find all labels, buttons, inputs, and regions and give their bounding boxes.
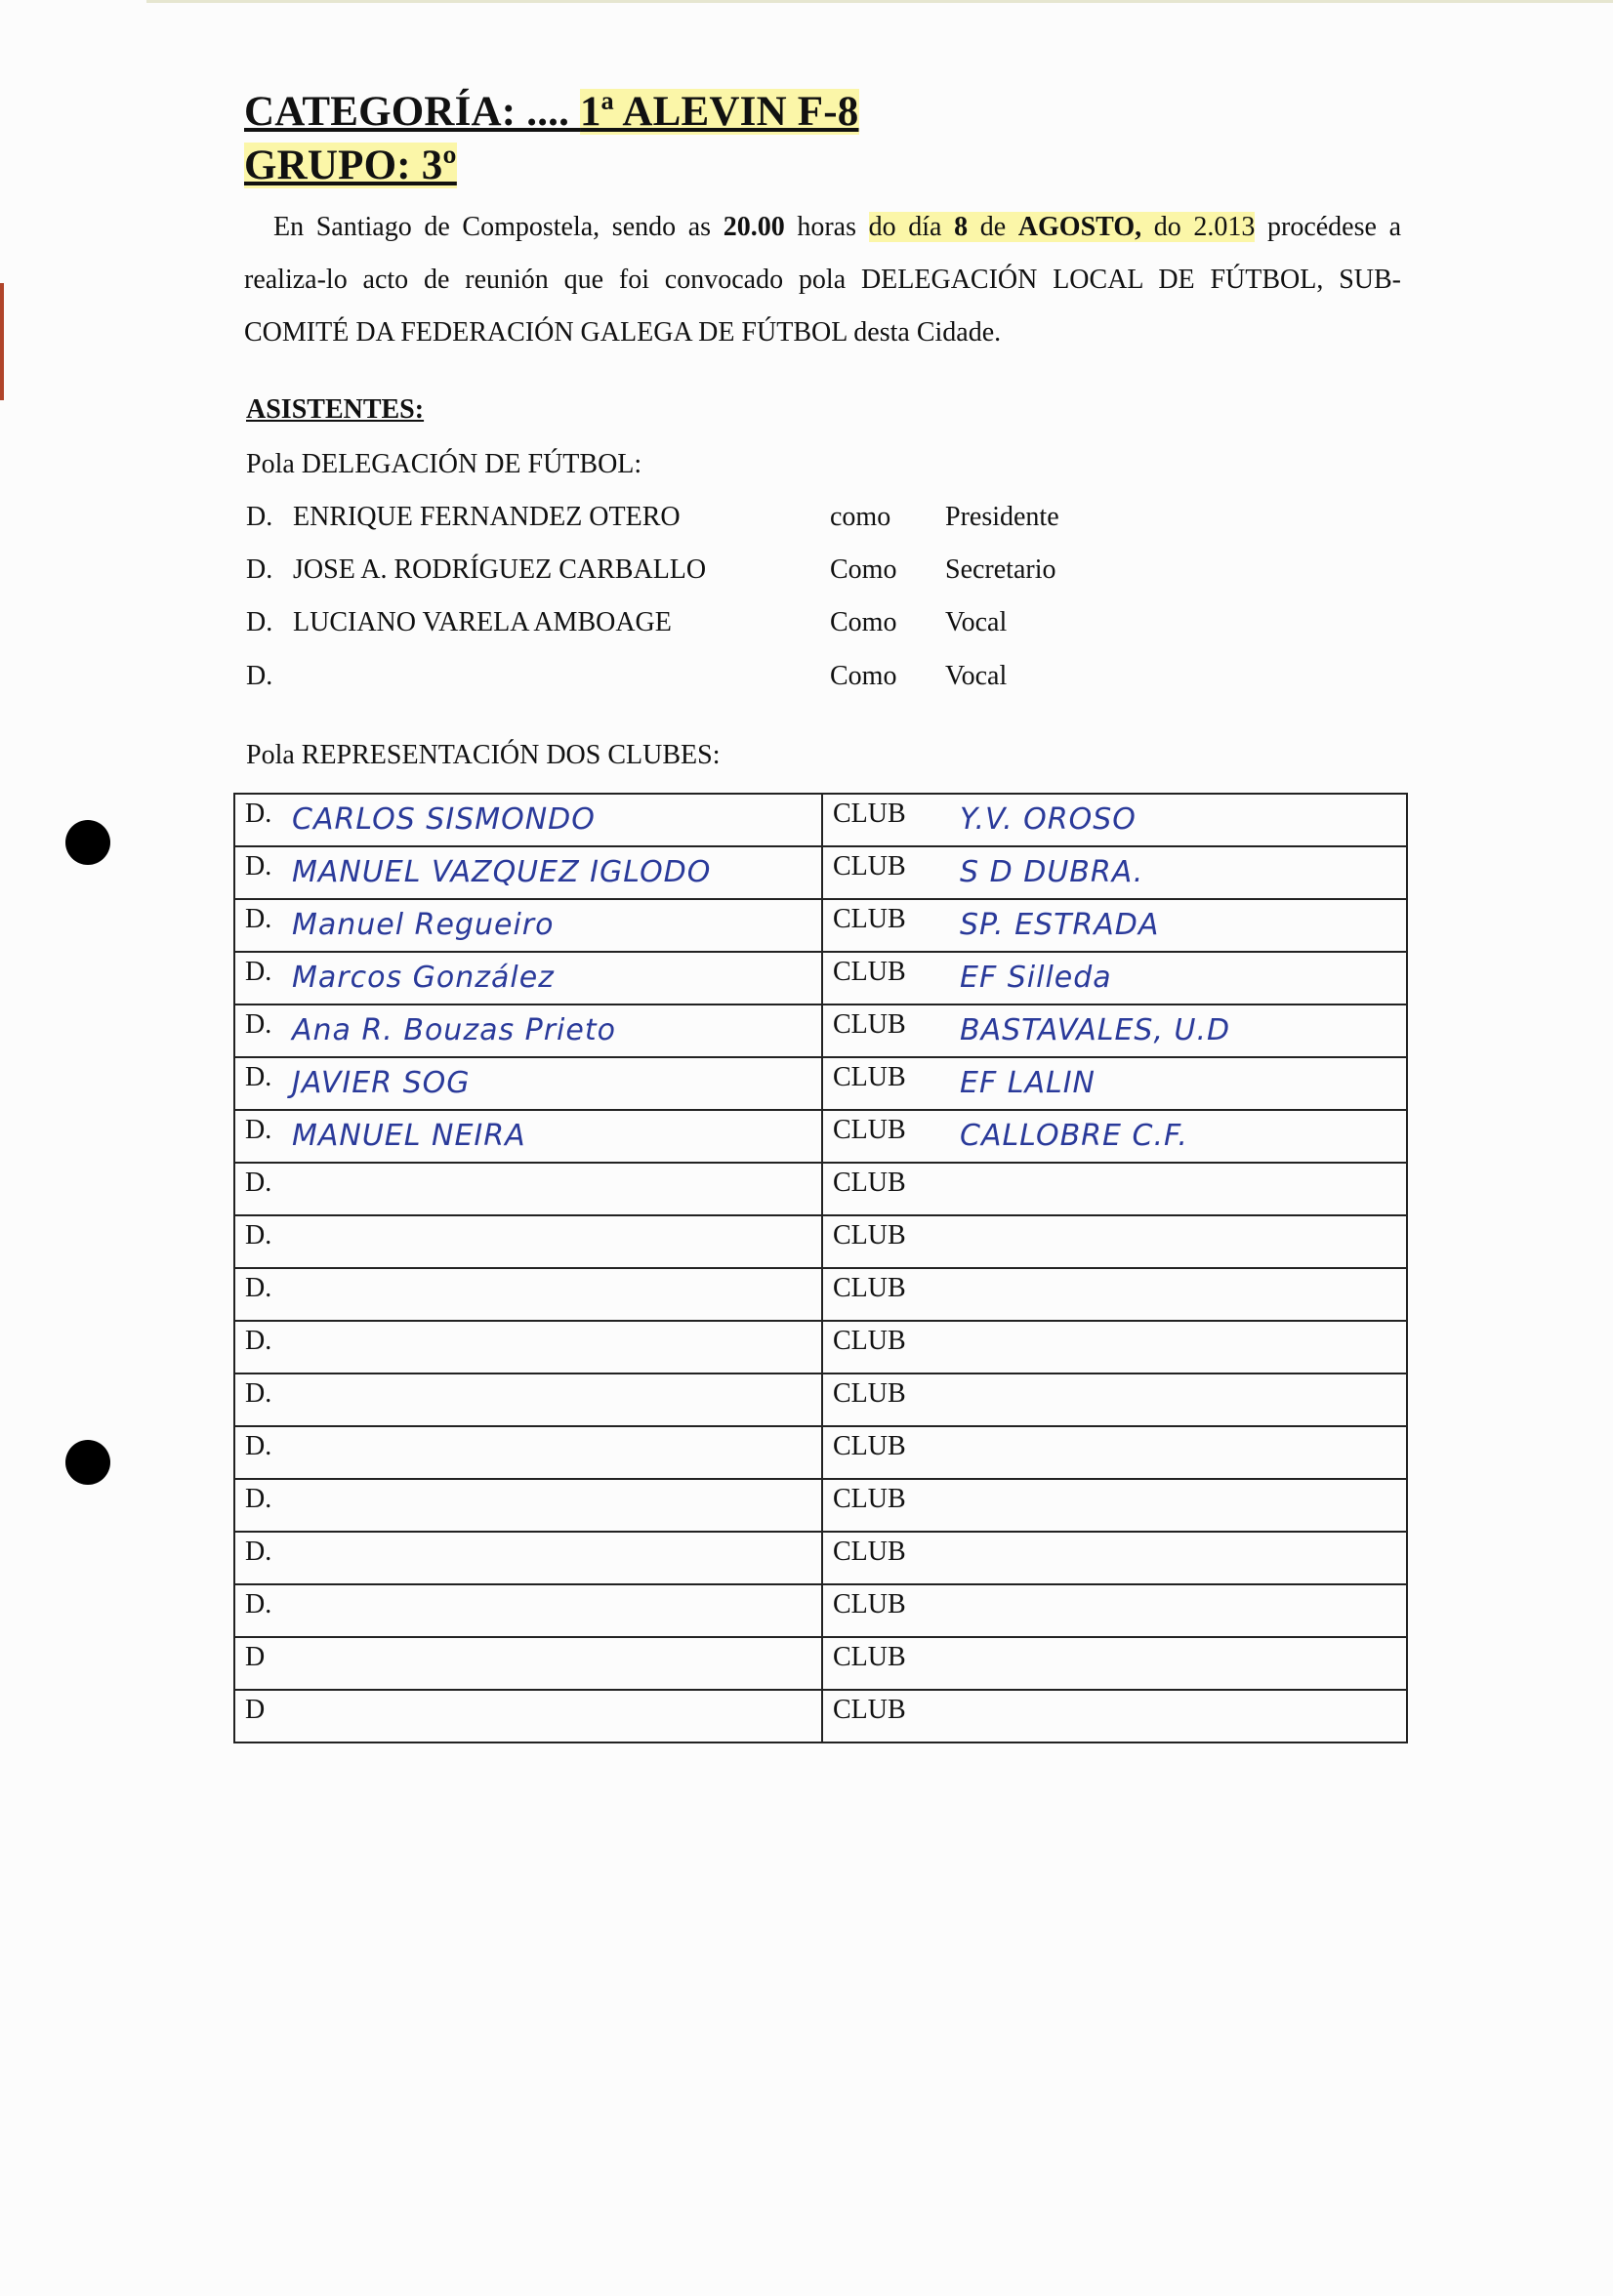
representative-cell [234, 1004, 822, 1057]
club-label: CLUB [833, 904, 906, 934]
representative-cell [234, 1479, 822, 1532]
club-label: CLUB [833, 1326, 906, 1356]
cell-prefix: D [245, 1695, 266, 1725]
club-label: CLUB [833, 957, 906, 987]
table-row [234, 1426, 1407, 1479]
club-label: CLUB [833, 1695, 906, 1725]
handwritten-name: MANUEL NEIRA [292, 1119, 526, 1153]
table-row [234, 1479, 1407, 1532]
representative-cell [234, 846, 822, 899]
handwritten-name: Ana R. Bouzas Prieto [292, 1013, 616, 1047]
club-label: CLUB [833, 851, 906, 882]
table-row [234, 1110, 1407, 1163]
cell-prefix: D. [245, 1484, 272, 1514]
handwritten-club: EF LALIN [960, 1066, 1096, 1100]
handwritten-name: MANUEL VAZQUEZ IGLODO [292, 855, 712, 889]
grupo-heading: GRUPO: 3º [244, 143, 457, 188]
cell-prefix: D [245, 1642, 266, 1672]
cell-prefix: D. [245, 1220, 272, 1250]
club-cell [822, 794, 1407, 846]
representative-cell [234, 1057, 822, 1110]
cell-prefix: D. [245, 1168, 272, 1198]
handwritten-club: BASTAVALES, U.D [960, 1013, 1231, 1047]
representative-cell [234, 1268, 822, 1321]
handwritten-club: CALLOBRE C.F. [960, 1119, 1188, 1153]
representative-cell [234, 794, 822, 846]
handwritten-club: EF Silleda [960, 961, 1112, 995]
handwritten-name: CARLOS SISMONDO [292, 802, 596, 837]
representative-cell [234, 1532, 822, 1584]
table-row [234, 1690, 1407, 1742]
club-cell [822, 1532, 1407, 1584]
cell-prefix: D. [245, 1062, 272, 1092]
club-cell [822, 1110, 1407, 1163]
representative-cell [234, 1690, 822, 1742]
delegation-member: D. Como Vocal [246, 661, 1008, 691]
representative-cell [234, 952, 822, 1004]
club-cell [822, 1584, 1407, 1637]
representative-cell [234, 899, 822, 952]
table-row [234, 1268, 1407, 1321]
handwritten-club: SP. ESTRADA [960, 908, 1160, 942]
punch-hole-icon [65, 1440, 110, 1485]
representative-cell [234, 1426, 822, 1479]
cell-prefix: D. [245, 1431, 272, 1461]
club-label: CLUB [833, 1115, 906, 1145]
table-row [234, 899, 1407, 952]
representative-cell [234, 1321, 822, 1374]
representative-cell [234, 1584, 822, 1637]
handwritten-club: Y.V. OROSO [960, 802, 1137, 837]
club-label: CLUB [833, 1062, 906, 1092]
club-cell [822, 1637, 1407, 1690]
club-label: CLUB [833, 1009, 906, 1040]
cell-prefix: D. [245, 1589, 272, 1620]
table-row [234, 1584, 1407, 1637]
cell-prefix: D. [245, 1009, 272, 1040]
club-label: CLUB [833, 1537, 906, 1567]
table-row [234, 1004, 1407, 1057]
table-row [234, 1321, 1407, 1374]
representative-cell [234, 1163, 822, 1215]
club-cell [822, 1374, 1407, 1426]
clubes-heading: Pola REPRESENTACIÓN DOS CLUBES: [246, 740, 721, 770]
table-row [234, 1057, 1407, 1110]
handwritten-club: S D DUBRA. [960, 855, 1144, 889]
table-row [234, 1532, 1407, 1584]
categoria-heading: CATEGORÍA: .... 1ª ALEVIN F-8 [244, 89, 859, 135]
club-cell [822, 1690, 1407, 1742]
table-row [234, 1637, 1407, 1690]
club-label: CLUB [833, 1589, 906, 1620]
intro-paragraph: En Santiago de Compostela, sendo as 20.00 horas do día 8 de AGOSTO, do 2.013 procédese a realiza-lo acto de reunión que foi convocado pola DELEGACIÓN LOCAL DE FÚTBOL, SUB-COMITÉ DA FEDERACIÓN GALEGA DE FÚTBOL desta Cidade. [244, 212, 1401, 348]
club-label: CLUB [833, 1168, 906, 1198]
representative-cell [234, 1637, 822, 1690]
table-row [234, 1374, 1407, 1426]
handwritten-name: Manuel Regueiro [292, 908, 555, 942]
table-row [234, 794, 1407, 846]
cell-prefix: D. [245, 851, 272, 882]
cell-prefix: D. [245, 1537, 272, 1567]
cell-prefix: D. [245, 1326, 272, 1356]
cell-prefix: D. [245, 957, 272, 987]
club-label: CLUB [833, 1220, 906, 1250]
club-label: CLUB [833, 1431, 906, 1461]
scan-edge [146, 0, 1613, 3]
delegation-member: D. ENRIQUE FERNANDEZ OTERO como Presidente [246, 502, 1059, 532]
delegacion-label: Pola DELEGACIÓN DE FÚTBOL: [246, 449, 642, 479]
club-cell [822, 1163, 1407, 1215]
cell-prefix: D. [245, 1273, 272, 1303]
club-cell [822, 1268, 1407, 1321]
table-row [234, 1163, 1407, 1215]
handwritten-name: JAVIER SOG [292, 1066, 471, 1100]
club-label: CLUB [833, 1273, 906, 1303]
club-cell [822, 1321, 1407, 1374]
club-cell [822, 899, 1407, 952]
club-label: CLUB [833, 1378, 906, 1409]
representative-cell [234, 1215, 822, 1268]
club-cell [822, 1004, 1407, 1057]
asistentes-heading: ASISTENTES: [246, 394, 425, 425]
table-row [234, 1215, 1407, 1268]
punch-hole-icon [65, 820, 110, 865]
club-cell [822, 846, 1407, 899]
club-cell [822, 1426, 1407, 1479]
delegation-member: D. JOSE A. RODRÍGUEZ CARBALLO Como Secretario [246, 554, 1056, 585]
table-row [234, 846, 1407, 899]
representative-cell [234, 1374, 822, 1426]
club-cell [822, 1479, 1407, 1532]
clubs-table [233, 793, 1408, 1743]
club-cell [822, 1057, 1407, 1110]
cell-prefix: D. [245, 1115, 272, 1145]
club-cell [822, 952, 1407, 1004]
club-label: CLUB [833, 1642, 906, 1672]
scan-mark [0, 283, 4, 400]
delegation-member: D. LUCIANO VARELA AMBOAGE Como Vocal [246, 607, 1008, 637]
club-cell [822, 1215, 1407, 1268]
cell-prefix: D. [245, 799, 272, 829]
cell-prefix: D. [245, 904, 272, 934]
club-label: CLUB [833, 799, 906, 829]
table-row [234, 952, 1407, 1004]
handwritten-name: Marcos González [292, 961, 555, 995]
club-label: CLUB [833, 1484, 906, 1514]
representative-cell [234, 1110, 822, 1163]
cell-prefix: D. [245, 1378, 272, 1409]
